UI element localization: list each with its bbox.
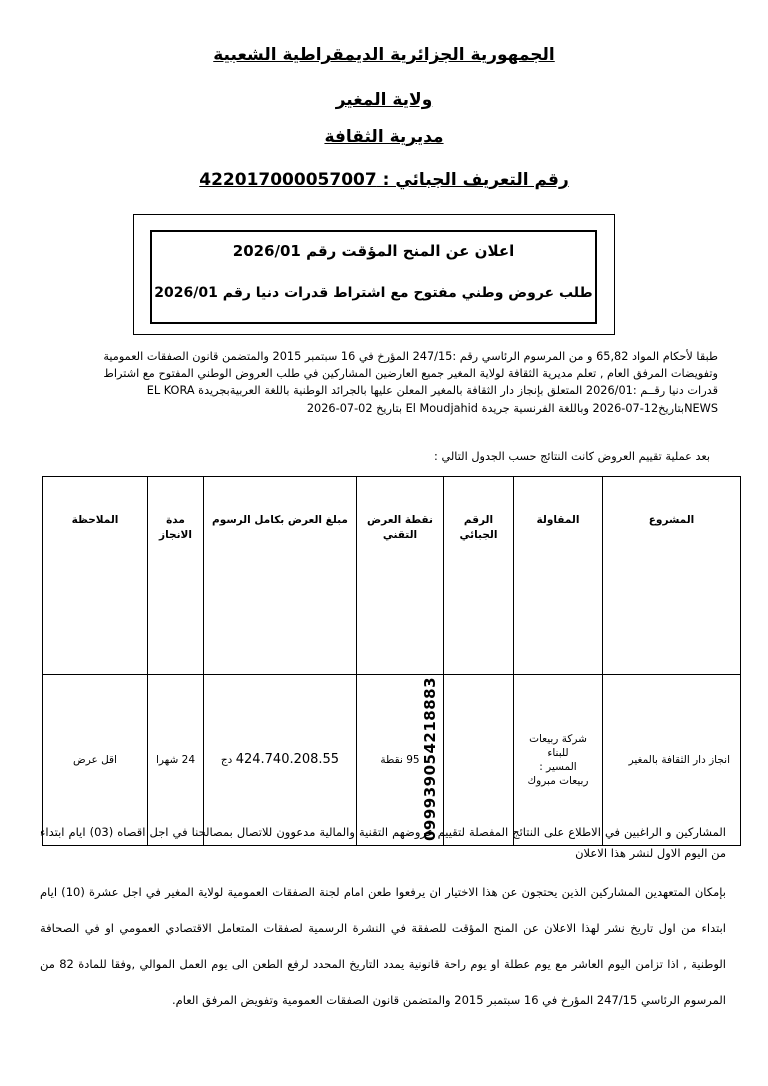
table-row [43, 675, 741, 846]
closing-paragraph-2: بإمكان المتعهدين المشاركين الذين يحتجون عن هذا الاختيار ان يرفعوا طعن امام لجنة الصفقات العمومية لولاية المغير في اجل عشرة (10) ايام ابتداء من اول تاريخ نشر لهذا الاعلان عن المنح المؤقت للصفقة في النشرة الرسمية لصفقات المتعامل الاقتصادي العمومي او في الصحافة الوطنية , اذا تزامن اليوم العاشر مع يوم عطلة او يوم راحة قانونية يمدد التاريخ المحدد لرفع الطعن الى يوم العمل الموالي ,وفقا للمادة 82 من المرسوم الرئاسي 247/15 المؤرخ في 16 سبتمبر 2015 والمتضمن قانون الصفقات العمومية وتفويض المرفق العام. [40, 885, 726, 1007]
announcement-title: اعلان عن المنح المؤقت رقم 2026/01 [232, 242, 515, 260]
header-technical-score: نقطة العرض التقني [357, 477, 444, 675]
intro-line-1: طبقا لأحكام المواد 65,82 و من المرسوم الرئاسي رقم :247/15 المؤرخ في 16 سبتمبر 2015 والمتضمن قانون الصفقات العمومية [103, 350, 718, 363]
company-name-line2: للبناء [547, 747, 569, 759]
company-manager-name: ربيعات مبروك [527, 775, 589, 787]
header-note: الملاحظة [43, 477, 148, 675]
directorate-header: مديرية الثقافة [324, 127, 444, 147]
cell-tax-number [420, 675, 514, 846]
republic-header: الجمهورية الجزائرية الديمقراطية الشعبية [213, 45, 555, 65]
intro-paragraph [40, 348, 718, 417]
header-tax-number: الرقم الجبائي [444, 477, 514, 675]
cell-company [514, 675, 603, 846]
wilaya-header: ولاية المغير [335, 90, 433, 110]
intro-line-4: NEWSبتاريخ12-07-2026 وباللغة الفرنسية جريدة El Moudjahid بتاريخ 02-07-2026 [306, 401, 718, 415]
cell-technical-score: 95 نقطة [357, 675, 444, 846]
cell-note: اقل عرض [43, 675, 148, 846]
cell-duration: 24 شهرا [148, 675, 204, 846]
intro-line-2: وتفويضات المرفق العام , تعلم مديرية الثقافة لولاية المغير جميع العارضين المشاركين في طلب العروض الوطني المفتوح مع اشتراط [103, 367, 718, 381]
cell-project: انجاز دار الثقافة بالمغير [603, 675, 741, 846]
evaluation-intro: بعد عملية تقييم العروض كانت النتائج حسب الجدول التالي : [434, 450, 710, 463]
tax-id-header: رقم التعريف الجبائي : 422017000057007 [199, 170, 569, 190]
tax-number-value: 099939054218883 [420, 676, 439, 842]
intro-line-3: قدرات دنيا رقــم :2026/01 المتعلق بإنجاز دار الثقافة بالمغير المعلن عليها بالجرائد الوطنية باللغة العربيةبجريدة EL KORA [146, 384, 718, 398]
results-table [42, 476, 741, 846]
company-name-line1: شركة ربيعات [529, 733, 587, 745]
closing-paragraph-1: المشاركين و الراغبين في الاطلاع على النتائج المفصلة لتقييم عروضهم التقنية والمالية مدعوون للاتصال بمصالحنا في اجل اقصاه (03) ايام ابتداء من اليوم الاول لنشر هذا الاعلان [40, 825, 726, 860]
header-amount: مبلغ العرض بكامل الرسوم [204, 477, 357, 675]
amount-value: 424.740.208.55 [235, 752, 340, 767]
company-manager-label: المسير : [539, 761, 577, 773]
header-company: المقاولة [514, 477, 603, 675]
currency-label: دج [220, 754, 233, 766]
cell-amount [204, 675, 357, 846]
closing-section [40, 822, 726, 1018]
announcement-subtitle: طلب عروض وطني مفتوح مع اشتراط قدرات دنيا رقم 2026/01 [154, 285, 593, 301]
header-duration: مدة الانجاز [148, 477, 204, 675]
table-header-row [43, 477, 741, 675]
header-project: المشروع [603, 477, 741, 675]
